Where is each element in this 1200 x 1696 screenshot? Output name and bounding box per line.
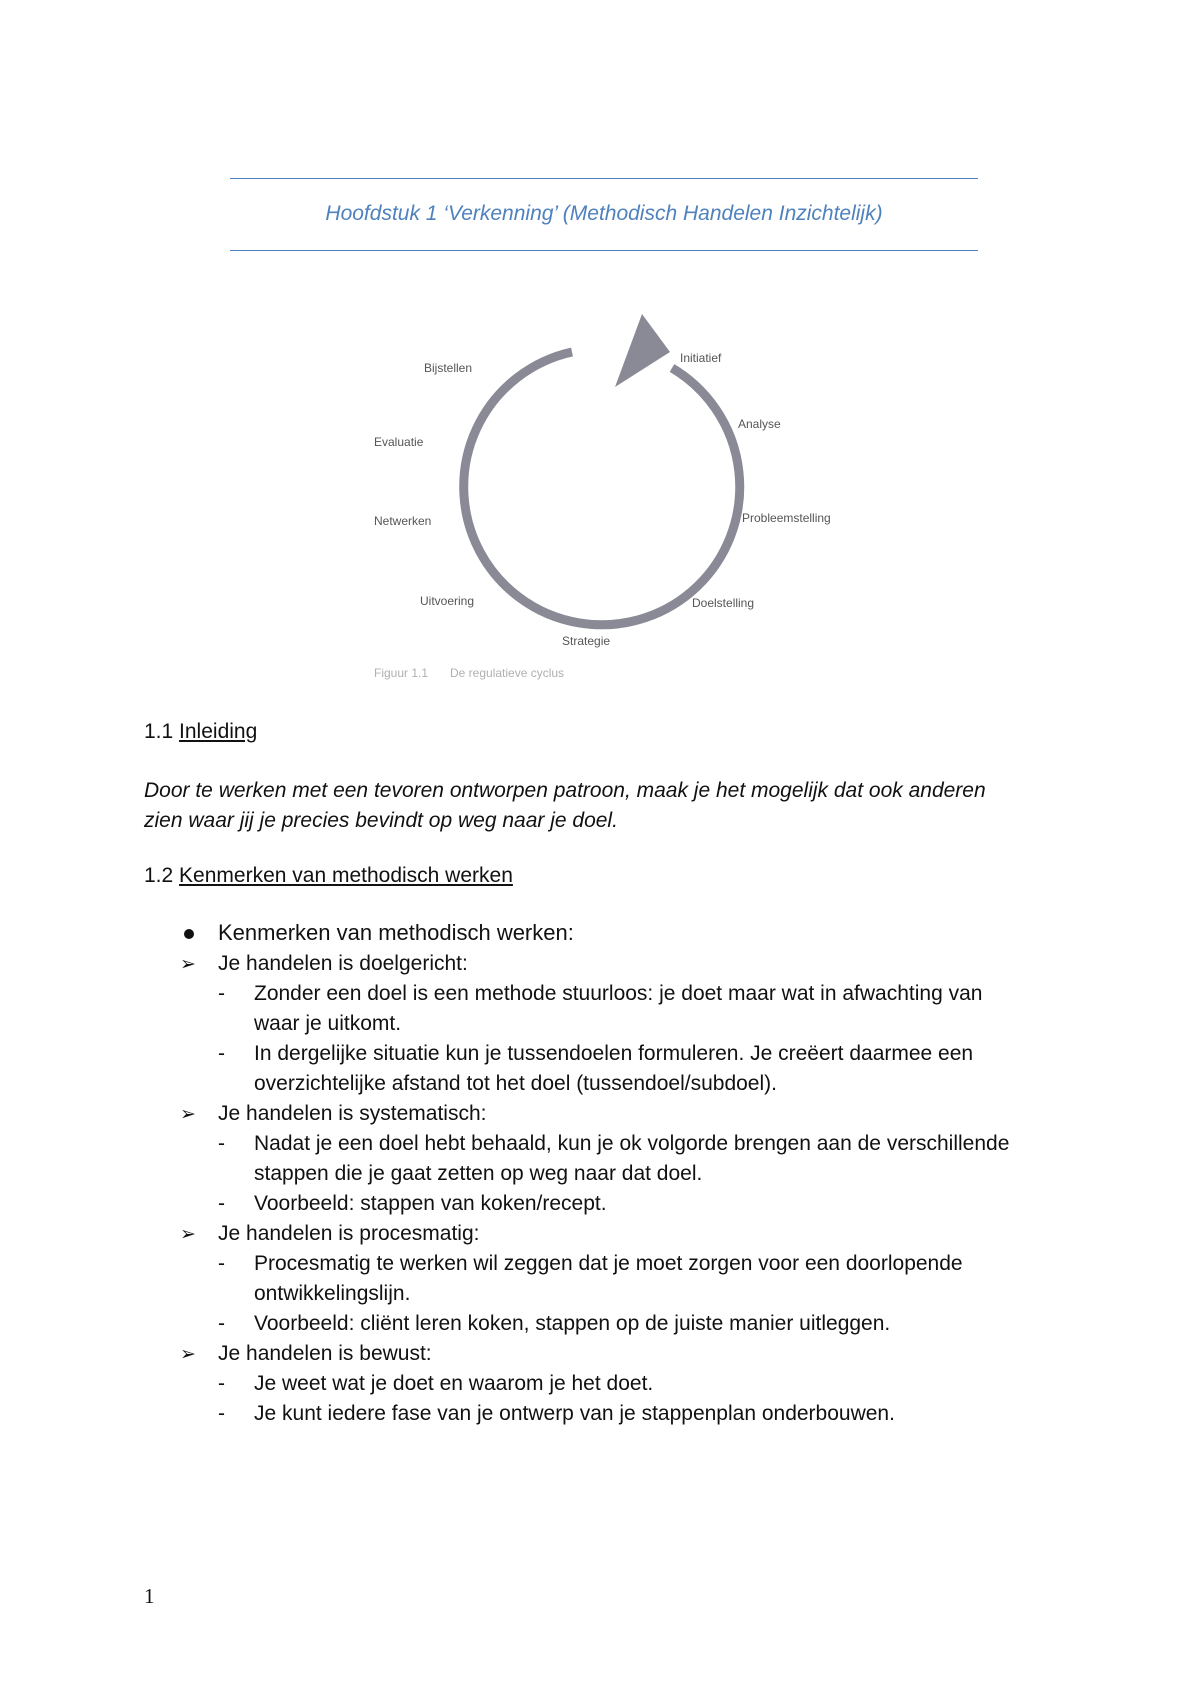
sub-item-line: Je kunt iedere fase van je ontwerp van je stappenplan onderbouwen. (254, 1402, 895, 1425)
list-item-label: Je handelen is bewust: (218, 1342, 432, 1365)
label-analyse: Analyse (738, 417, 781, 431)
section-1-2-title: Kenmerken van methodisch werken (179, 864, 513, 887)
sub-item-line: Procesmatig te werken wil zeggen dat je moet zorgen voor een doorlopende (254, 1252, 963, 1275)
section-1-2-number: 1.2 (144, 864, 174, 887)
arrow-bullet-icon: ➢ (180, 954, 196, 975)
section-1-1-paragraph (144, 776, 1064, 836)
bullet-dot-icon (184, 929, 194, 939)
bullet-heading: Kenmerken van methodisch werken: (218, 920, 574, 945)
list-item-label: Je handelen is procesmatig: (218, 1222, 480, 1245)
figure-caption-number: Figuur 1.1 (374, 666, 429, 680)
dash-bullet-icon: - (218, 1372, 225, 1395)
section-1-1-heading (144, 720, 257, 744)
document-title: Hoofdstuk 1 ‘Verkenning’ (Methodisch Handelen Inzichtelijk) (325, 202, 883, 225)
dash-bullet-icon: - (218, 982, 225, 1005)
regulatieve-cyclus-figure (340, 300, 860, 690)
sub-item-line: Zonder een doel is een methode stuurloos: je doet maar wat in afwachting van (254, 982, 983, 1005)
label-uitvoering: Uitvoering (420, 594, 475, 608)
arrow-bullet-icon: ➢ (180, 1344, 196, 1365)
label-evaluatie: Evaluatie (374, 435, 424, 449)
dash-bullet-icon: - (218, 1132, 225, 1155)
dash-bullet-icon: - (218, 1042, 225, 1065)
list-item-label: Je handelen is systematisch: (218, 1102, 487, 1125)
section-1-1-title: Inleiding (179, 720, 258, 743)
sub-item-line: Nadat je een doel hebt behaald, kun je ok volgorde brengen aan de verschillende (254, 1132, 1010, 1155)
sub-item-line: Voorbeeld: stappen van koken/recept. (254, 1192, 607, 1215)
dash-bullet-icon: - (218, 1192, 225, 1215)
label-doelstelling: Doelstelling (692, 596, 755, 610)
sub-item-line: overzichtelijke afstand tot het doel (tussendoel/subdoel). (254, 1072, 777, 1095)
dash-bullet-icon: - (218, 1402, 225, 1425)
label-probleemstelling: Probleemstelling (742, 511, 831, 525)
dash-bullet-icon: - (218, 1252, 225, 1275)
sub-item-line: Voorbeeld: cliënt leren koken, stappen op de juiste manier uitleggen. (254, 1312, 891, 1335)
header-top-rule (230, 178, 978, 179)
sub-item-line: In dergelijke situatie kun je tussendoelen formuleren. Je creëert daarmee een (254, 1042, 974, 1065)
header-bottom-rule (230, 250, 978, 251)
section-1-1-number: 1.1 (144, 720, 174, 743)
page-number: 1 (144, 1584, 155, 1608)
arrow-bullet-icon: ➢ (180, 1104, 196, 1125)
paragraph-line: zien waar jij je precies bevindt op weg naar je doel. (144, 809, 618, 832)
label-netwerken: Netwerken (374, 514, 432, 528)
section-1-2-heading (144, 864, 513, 888)
sub-item-line: waar je uitkomt. (254, 1012, 402, 1035)
label-initiatief: Initiatief (680, 351, 722, 365)
figure-caption-text: De regulatieve cyclus (450, 666, 565, 680)
sub-item-line: stappen die je gaat zetten op weg naar dat doel. (254, 1162, 703, 1185)
sub-item-line: Je weet wat je doet en waarom je het doet. (254, 1372, 654, 1395)
label-bijstellen: Bijstellen (424, 361, 473, 375)
list-item-label: Je handelen is doelgericht: (218, 952, 468, 975)
paragraph-line: Door te werken met een tevoren ontworpen patroon, maak je het mogelijk dat ook anderen (144, 779, 986, 802)
sub-item-line: ontwikkelingslijn. (254, 1282, 411, 1305)
cycle-ring (464, 352, 740, 625)
arrow-bullet-icon: ➢ (180, 1224, 196, 1245)
cycle-arrowhead (615, 314, 670, 387)
label-strategie: Strategie (562, 634, 611, 648)
dash-bullet-icon: - (218, 1312, 225, 1335)
